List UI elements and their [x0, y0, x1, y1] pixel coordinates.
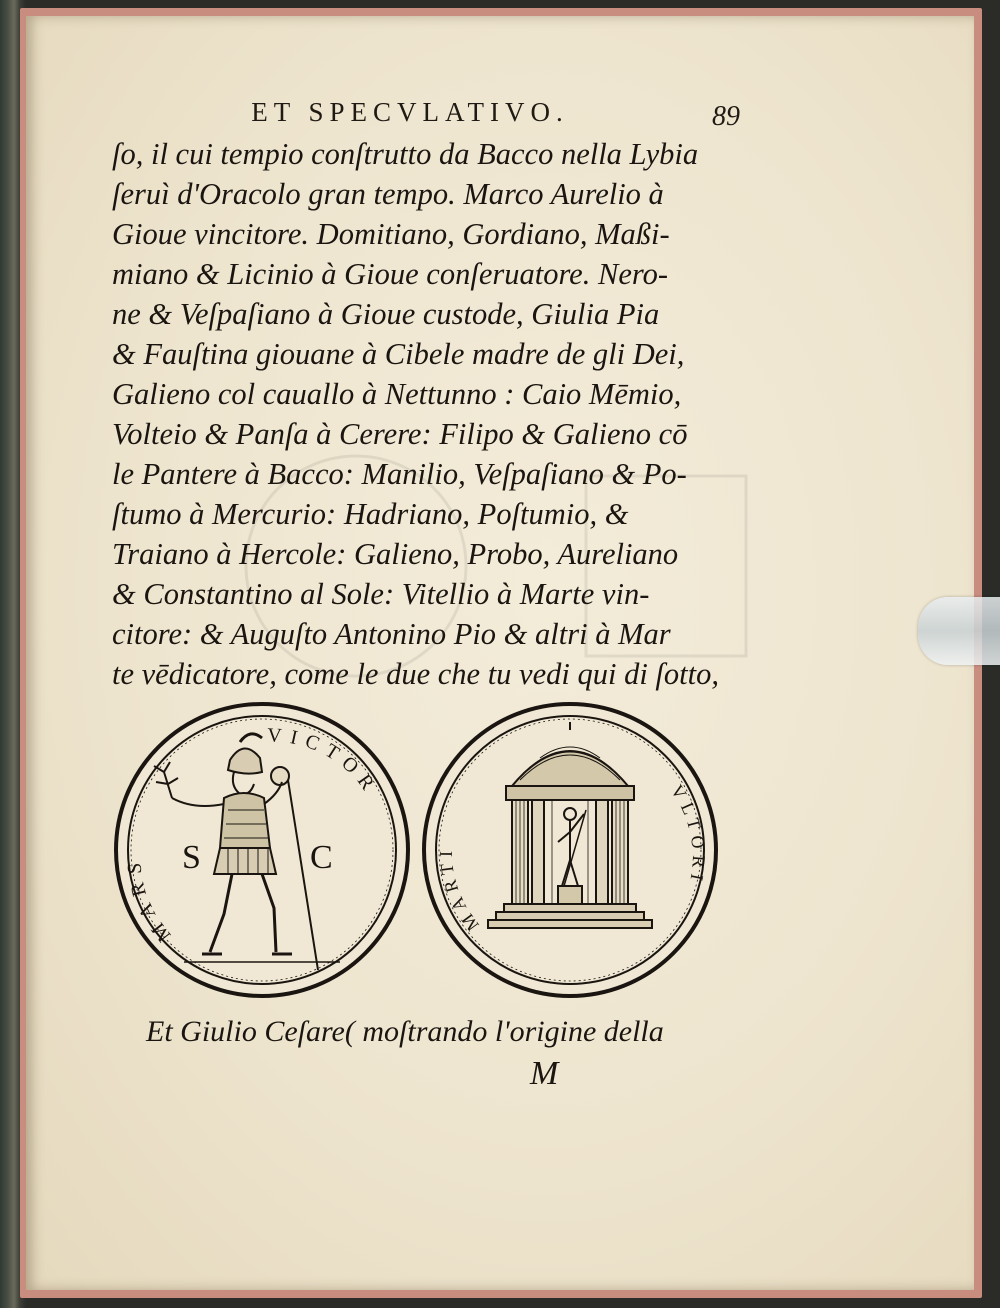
- text-line: Galieno col cauallo à Nettunno : Caio Mēmio,: [112, 377, 682, 411]
- coin-legend-left: MARS: [123, 854, 176, 946]
- text-line: & Constantino al Sole: Vitellio à Marte vin-: [112, 577, 650, 611]
- catchword: M: [530, 1055, 559, 1092]
- coin-mars-victor: [112, 700, 412, 1000]
- text-line: ne & Veſpaſiano à Gioue custode, Giulia Pia: [112, 297, 660, 331]
- text-line: Volteio & Panſa à Cerere: Filipo & Galieno cō: [112, 417, 688, 451]
- coin-legend-right: VICTOR: [266, 724, 384, 801]
- text-line: Traiano à Hercole: Galieno, Probo, Aureliano: [112, 537, 679, 571]
- coin-legend-right: VLTORI: [666, 781, 710, 889]
- text-line: ſo, il cui tempio conſtrutto da Bacco nella Lybia: [112, 137, 699, 171]
- coin-legend-left: MARTI: [435, 844, 483, 935]
- coin-marti-vltori: [420, 700, 720, 1000]
- caption-text: Et Giulio Ceſare( moſtrando l'origine della: [146, 1015, 664, 1048]
- text-line: miano & Licinio à Gioue conſeruatore. Nero-: [112, 257, 668, 291]
- page-number: 89: [712, 101, 740, 132]
- running-head: ET SPECVLATIVO.: [251, 97, 569, 127]
- text-line: ſeruì d'Oracolo gran tempo. Marco Aurelio à: [112, 177, 664, 211]
- text-line: Gioue vincitore. Domitiano, Gordiano, Maßi-: [112, 217, 670, 251]
- coin-field-left: S: [182, 839, 201, 876]
- text-line: citore: & Auguſto Antonino Pio & altri à Mar: [112, 617, 671, 651]
- text-line: te vēdicatore, come le due che tu vedi qui di ſotto,: [112, 657, 719, 691]
- text-line: ſtumo à Mercurio: Hadriano, Poſtumio, &: [112, 497, 629, 531]
- text-line: le Pantere à Bacco: Manilio, Veſpaſiano & Po-: [112, 457, 687, 491]
- page-clip: [918, 597, 1000, 665]
- text-line: & Fauſtina giouane à Cibele madre de gli Dei,: [112, 337, 685, 371]
- body-text: [112, 134, 717, 694]
- coin-field-right: C: [310, 839, 333, 876]
